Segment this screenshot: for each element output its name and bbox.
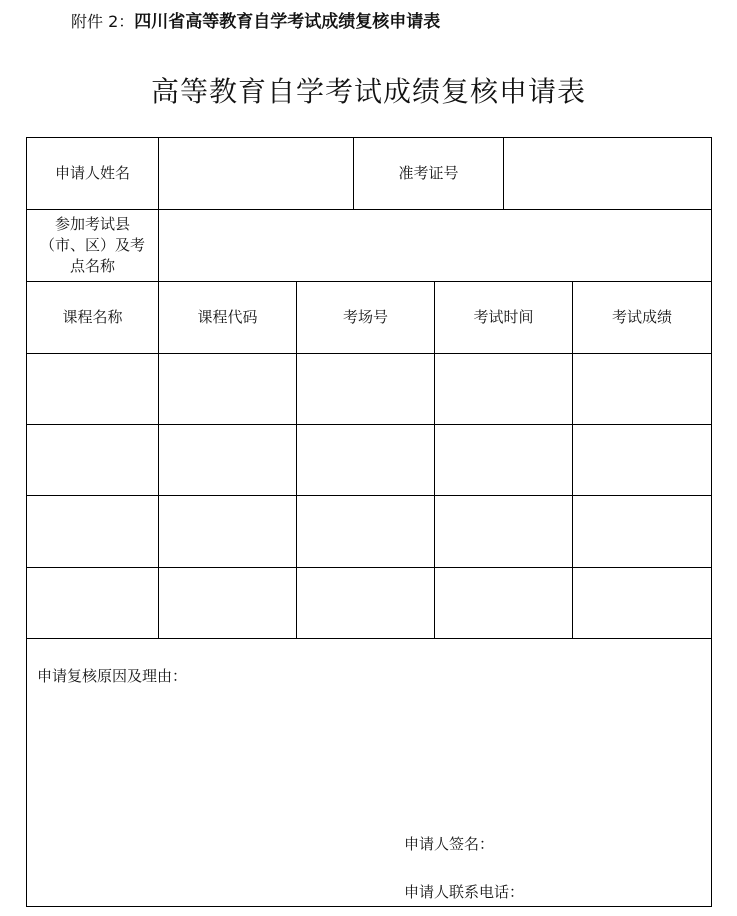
table-cell[interactable]	[27, 425, 159, 496]
attachment-header	[71, 7, 440, 32]
table-cell[interactable]	[159, 425, 297, 496]
table-cell[interactable]	[573, 568, 711, 639]
applicant-name-field[interactable]	[159, 138, 354, 210]
table-cell[interactable]	[435, 496, 573, 568]
exam-id-field[interactable]	[504, 138, 711, 210]
phone-label: 申请人联系电话：	[404, 883, 525, 901]
reason-label: 申请复核原因及理由：	[37, 667, 188, 685]
table-cell[interactable]	[159, 354, 297, 425]
table-cell[interactable]	[159, 568, 297, 639]
column-exam-time: 考试时间	[435, 282, 573, 354]
reason-section[interactable]	[27, 639, 711, 906]
exam-location-field[interactable]	[159, 210, 711, 282]
table-cell[interactable]	[573, 425, 711, 496]
table-cell[interactable]	[435, 354, 573, 425]
applicant-name-label: 申请人姓名	[27, 138, 159, 210]
table-cell[interactable]	[435, 568, 573, 639]
table-cell[interactable]	[573, 354, 711, 425]
table-cell[interactable]	[159, 496, 297, 568]
table-cell[interactable]	[27, 568, 159, 639]
column-exam-score: 考试成绩	[573, 282, 711, 354]
table-cell[interactable]	[297, 425, 435, 496]
signature-label: 申请人签名：	[404, 835, 495, 853]
column-course-name: 课程名称	[27, 282, 159, 354]
attachment-number: 附件 2：	[71, 12, 135, 31]
table-cell[interactable]	[27, 354, 159, 425]
exam-id-label: 准考证号	[354, 138, 504, 210]
form-title: 高等教育自学考试成绩复核申请表	[150, 75, 586, 108]
column-room-number: 考场号	[297, 282, 435, 354]
table-cell[interactable]	[297, 568, 435, 639]
attachment-name: 四川省高等教育自学考试成绩复核申请表	[134, 12, 441, 32]
column-course-code: 课程代码	[159, 282, 297, 354]
table-cell[interactable]	[435, 425, 573, 496]
table-cell[interactable]	[297, 496, 435, 568]
table-cell[interactable]	[27, 496, 159, 568]
exam-location-label: 参加考试县（市、区）及考点名称	[27, 210, 159, 282]
table-cell[interactable]	[573, 496, 711, 568]
application-form	[26, 137, 712, 907]
table-cell[interactable]	[297, 354, 435, 425]
